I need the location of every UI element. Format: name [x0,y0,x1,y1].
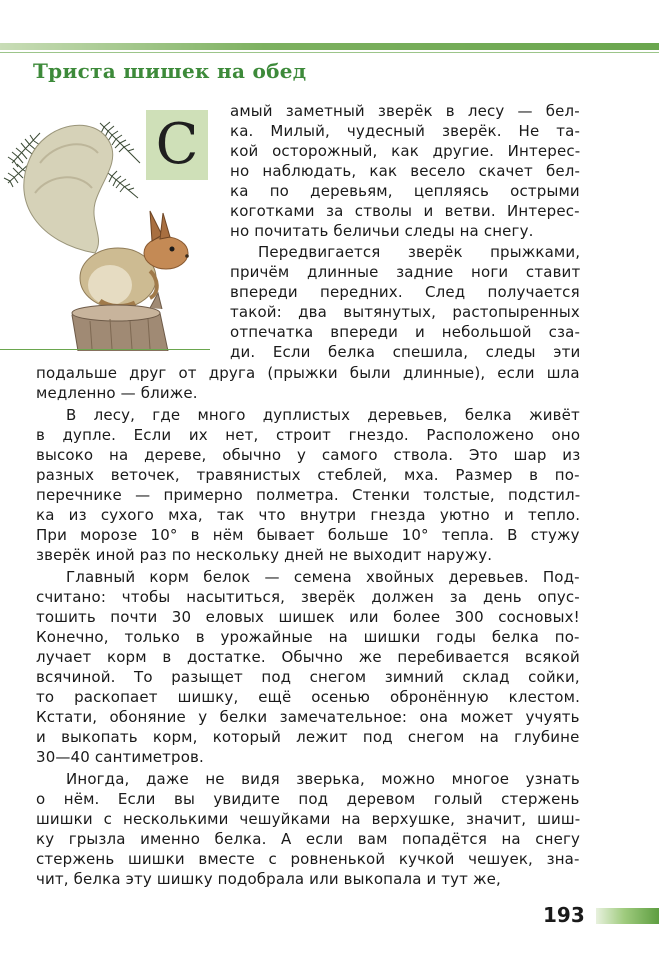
text-line: коготками за стволы и ветви. Интерес- [230,202,580,220]
text-line: Конечно, только в урожайные на шишки годы белка по- [36,628,580,646]
top-rule-thin [0,52,659,53]
text-line: лучает корм в достатке. Обычно же перебивается всякой [36,648,580,666]
text-line: Главный корм белок — семена хвойных деревьев. Под- [66,568,580,586]
text-line: подальше друг от друга (прыжки были длинные), если шла [36,364,580,382]
text-line: Кстати, обоняние у белки замечательное: она может учуять [36,708,580,726]
text-line: высоко на дереве, обычно у самого ствола. Это шар из [36,446,581,464]
text-line: ка. Милый, чудесный зверёк. Не та- [230,122,581,140]
top-rule [0,43,659,50]
text-line: в дупле. Если их нет, строит гнездо. Расположено оно [36,426,581,444]
text-line: считано: чтобы насытиться, зверёк должен за день опус- [36,588,580,606]
text-line: и выкопать корм, который лежит под снегом на глубине [36,728,580,746]
text-line: зверёк иной раз по нескольку дней не выходит наружу. [36,546,493,564]
text-line: 30—40 сантиметров. [36,748,204,766]
text-line: такой: два вытянутых, растопыренных [230,303,580,321]
text-line: ку грызла именно белка. А если вам попадётся на снегу [36,830,581,848]
text-line: Передвигается зверёк прыжками, [258,243,581,261]
text-line: амый заметный зверёк в лесу — бел- [230,102,580,120]
text-line: ди. Если белка спешила, следы эти [230,343,581,361]
illustration-baseline-rule [0,349,210,350]
text-line: отпечатка впереди и небольшой сза- [230,323,581,341]
page-title: Триста шишек на обед [33,59,307,83]
text-line: о нём. Если вы увидите под деревом голый стержень [36,790,580,808]
page-number: 193 [543,903,585,927]
text-line: тошить почти 30 еловых шишек или более 300 сосновых! [36,608,580,626]
text-line: причём длинные задние ноги ставит [230,263,581,281]
text-line: ка из сухого мха, так что внутри гнезда уютно и тепло. [36,506,581,524]
text-line: медленно — ближе. [36,384,198,402]
text-line: то раскопает шишку, ещё осенью обронённую клестом. [36,688,581,706]
text-line: но наблюдать, как весело скачет бел- [230,162,581,180]
text-line: перечнике — примерно полметра. Стенки толстые, подстил- [36,486,581,504]
text-line: разных веточек, травянистых стеблей, мха. Размер в по- [36,466,580,484]
text-line: стержень шишки вместе с ровненькой кучкой чешуек, зна- [36,850,580,868]
squirrel-eye [170,247,175,252]
text-line: всячиной. То разыщет под снегом зимний склад сойки, [36,668,580,686]
page-number-bar [596,908,659,924]
text-line: При морозе 10° в нём бывает больше 10° тепла. В стужу [36,526,580,544]
text-line: Иногда, даже не видя зверька, можно многое узнать [66,770,580,788]
squirrel-head [144,237,188,269]
text-line: ка по деревьям, цепляясь острыми [230,182,580,200]
drop-cap: С [146,110,208,180]
text-line: но почитать беличьи следы на снегу. [230,222,534,240]
text-line: шишки с несколькими чешуйками на верхушке, значит, шиш- [36,810,581,828]
text-line: чит, белка эту шишку подобрала или выкопала и тут же, [36,870,501,888]
text-line: впереди передних. След получается [230,283,580,301]
text-line: В лесу, где много дуплистых деревьев, белка живёт [66,406,580,424]
text-line: кой осторожный, как другие. Интерес- [230,142,581,160]
